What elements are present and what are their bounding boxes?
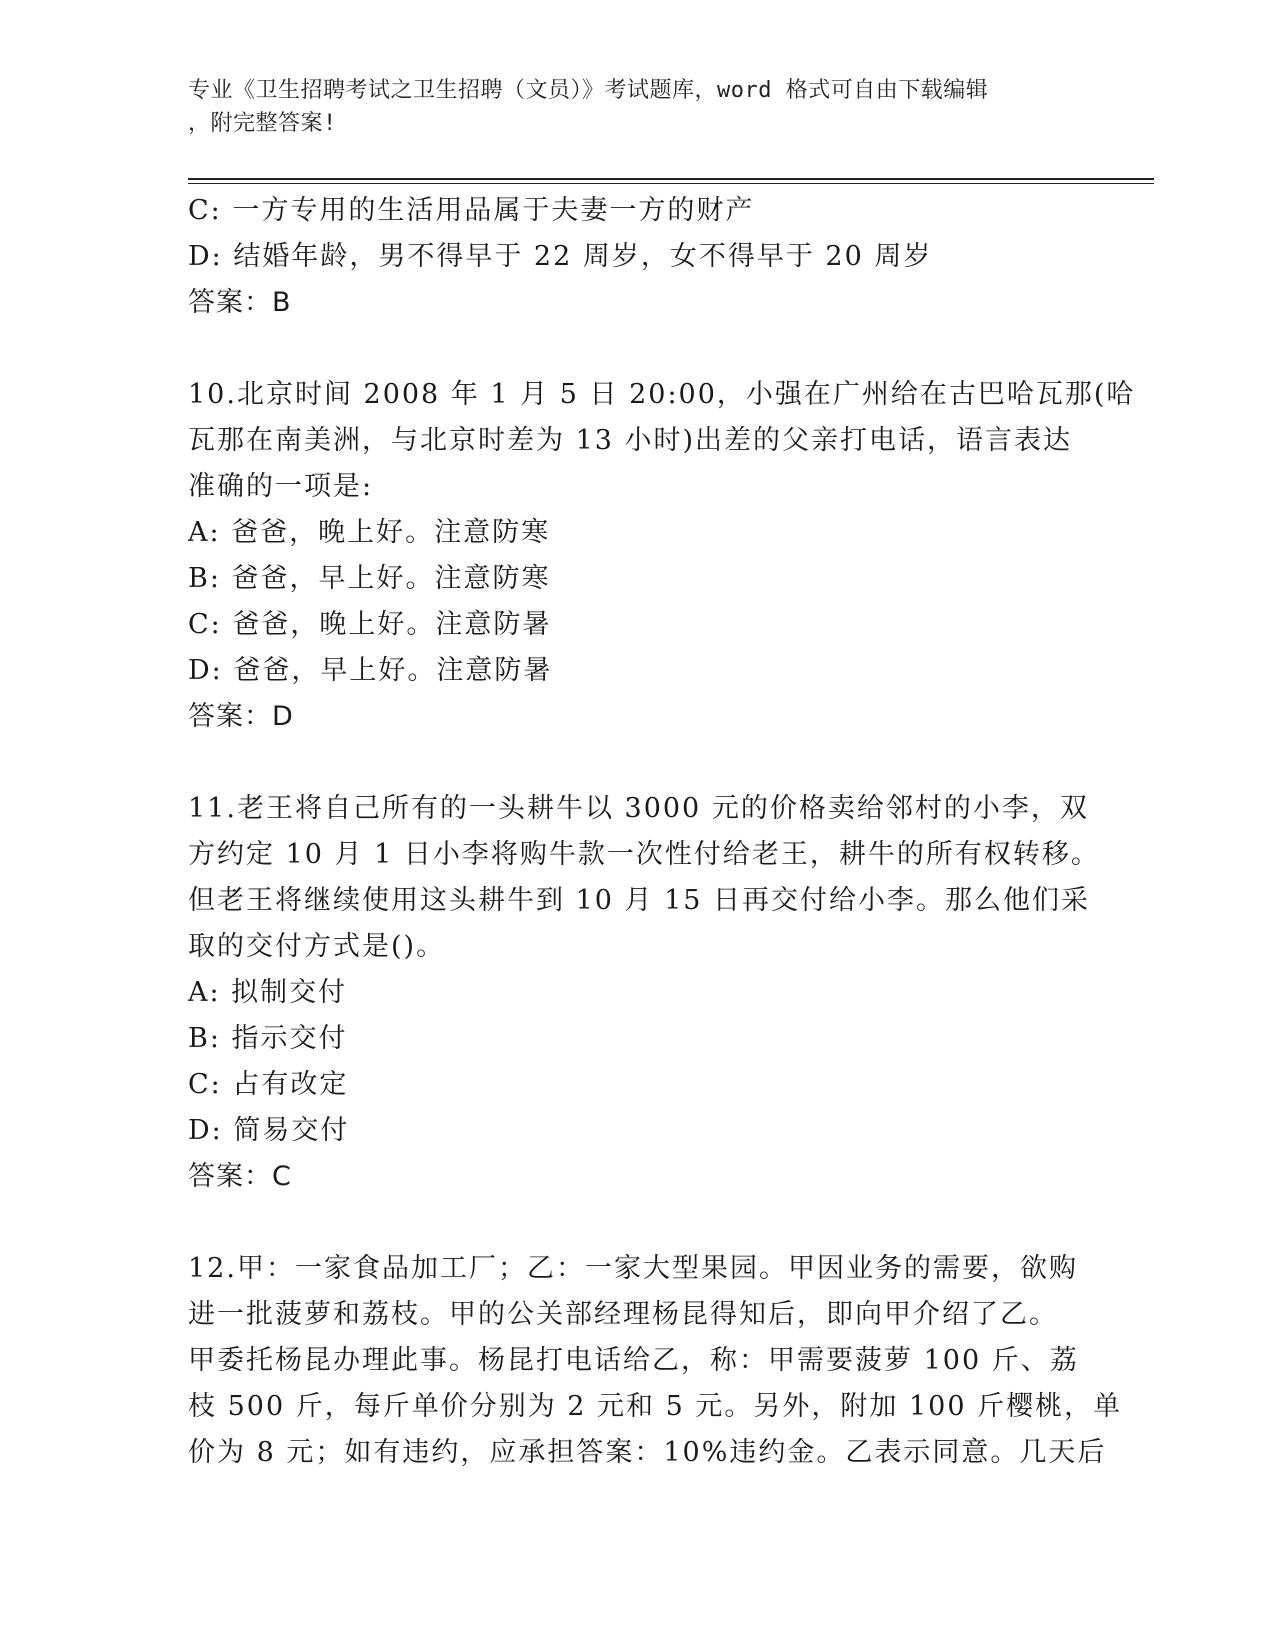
- question-text-line: 枝 500 斤，每斤单价分别为 2 元和 5 元。另外，附加 100 斤樱桃，单: [188, 1391, 1123, 1422]
- option-d: D: 结婚年龄，男不得早于 22 周岁，女不得早于 20 周岁: [188, 241, 933, 272]
- question-text-line: 准确的一项是:: [188, 471, 374, 502]
- question-10: [188, 372, 1136, 740]
- question-text-line: 进一批菠萝和荔枝。甲的公关部经理杨昆得知后，即向甲介绍了乙。: [188, 1299, 1058, 1330]
- question-12: [188, 1246, 1123, 1476]
- option-b: B: 爸爸，早上好。注意防寒: [188, 563, 551, 594]
- option-c: C: 爸爸，晚上好。注意防暑: [188, 609, 552, 640]
- question-11: [188, 786, 1100, 1200]
- option-d: D: 简易交付: [188, 1115, 350, 1146]
- question-text-line: 方约定 10 月 1 日小李将购牛款一次性付给老王，耕牛的所有权转移。: [188, 839, 1100, 870]
- header-line-2: ，附完整答案!: [188, 111, 337, 136]
- question-text-line: 12.甲：一家食品加工厂；乙：一家大型果园。甲因业务的需要，欲购: [188, 1253, 1078, 1284]
- answer-label: 答案：B: [188, 287, 292, 318]
- question-text-line: 10.北京时间 2008 年 1 月 5 日 20:00，小强在广州给在古巴哈瓦那(哈: [188, 379, 1136, 410]
- answer-label: 答案：D: [188, 701, 294, 732]
- option-d: D: 爸爸，早上好。注意防暑: [188, 655, 553, 686]
- question-text-line: 瓦那在南美洲，与北京时差为 13 小时)出差的父亲打电话，语言表达: [188, 425, 1073, 456]
- question-text-line: 11.老王将自己所有的一头耕牛以 3000 元的价格卖给邻村的小李，双: [188, 793, 1089, 824]
- spacer: [188, 740, 1088, 786]
- option-a: A: 拟制交付: [188, 977, 348, 1008]
- option-a: A: 爸爸，晚上好。注意防寒: [188, 517, 551, 548]
- document-header: [188, 74, 1068, 140]
- previous-question: [188, 188, 1088, 326]
- question-text-line: 甲委托杨昆办理此事。杨昆打电话给乙，称：甲需要菠萝 100 斤、荔: [188, 1345, 1079, 1376]
- option-c: C: 占有改定: [188, 1069, 349, 1100]
- question-content: [188, 188, 1136, 1476]
- question-text-line: 但老王将继续使用这头耕牛到 10 月 15 日再交付给小李。那么他们采: [188, 885, 1091, 916]
- spacer: [188, 1200, 1088, 1246]
- header-divider-thick: [188, 178, 1154, 180]
- header-line-1: 专业《卫生招聘考试之卫生招聘（文员）》考试题库，word 格式可自由下载编辑: [188, 78, 989, 103]
- header-divider-thin: [188, 183, 1154, 184]
- answer-label: 答案：C: [188, 1161, 292, 1192]
- option-b: B: 指示交付: [188, 1023, 348, 1054]
- spacer: [188, 326, 1088, 372]
- question-text-line: 取的交付方式是()。: [188, 931, 446, 962]
- option-c: C: 一方专用的生活用品属于夫妻一方的财产: [188, 195, 755, 226]
- question-text-line: 价为 8 元；如有违约，应承担答案：10%违约金。乙表示同意。几天后: [188, 1437, 1107, 1468]
